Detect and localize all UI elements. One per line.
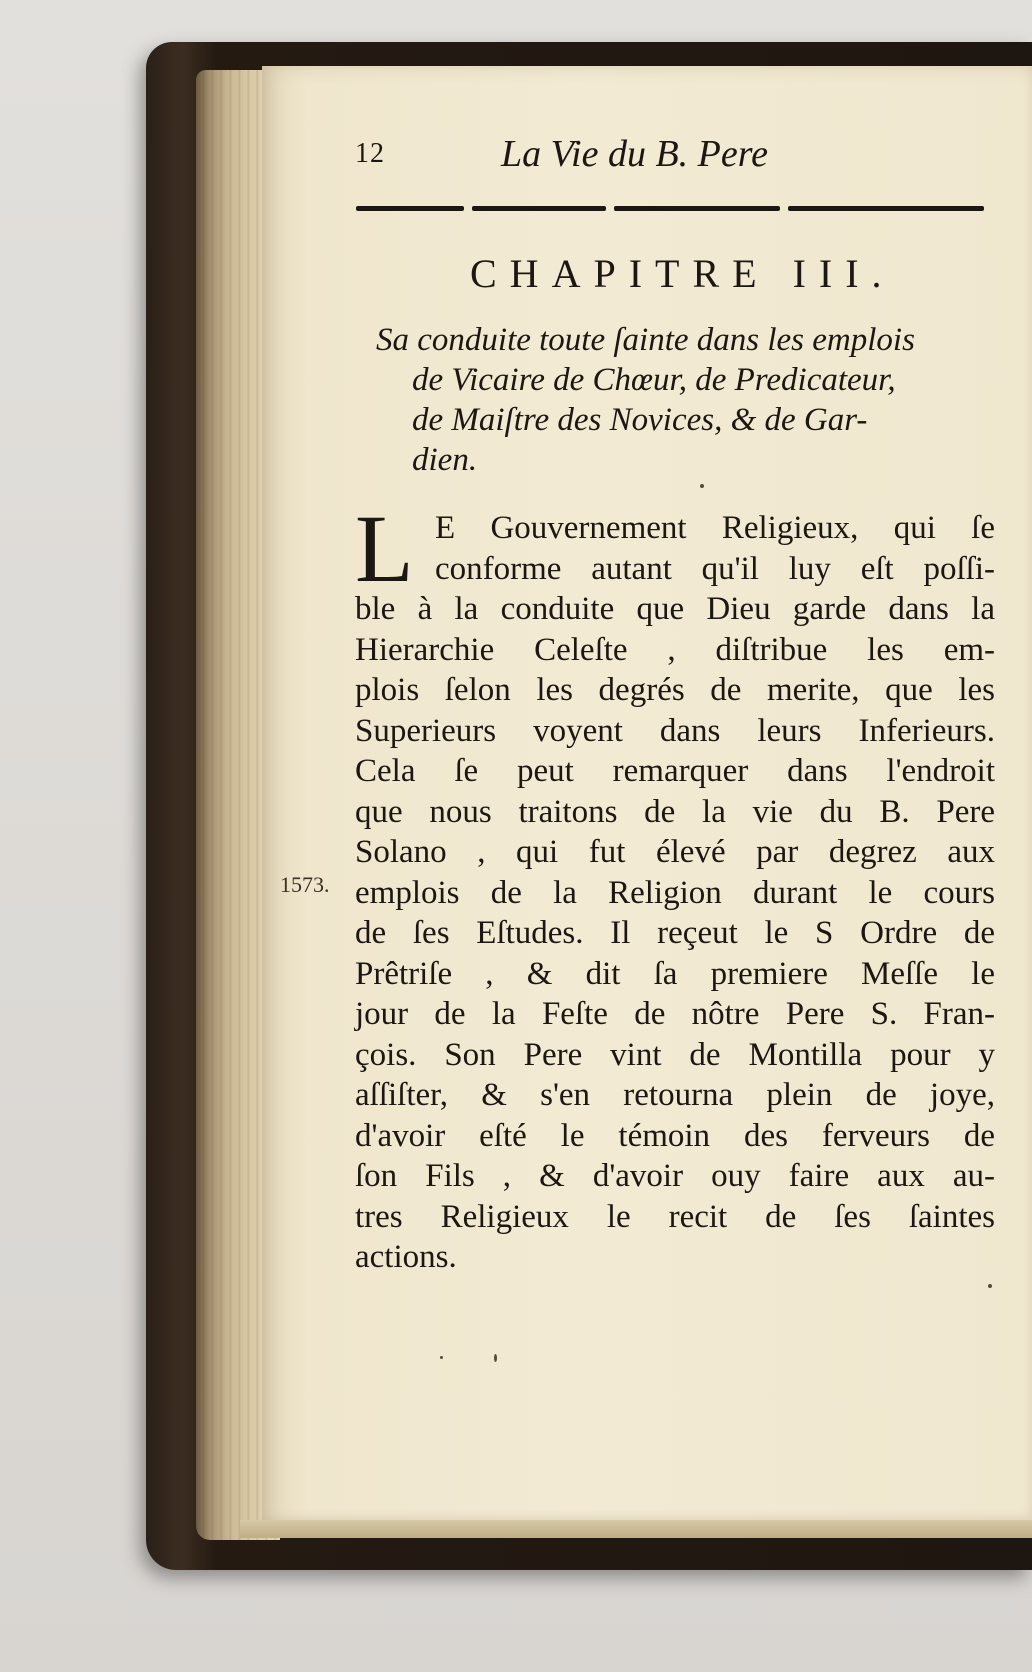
page-number: 12 <box>355 138 385 169</box>
margin-note-year: 1573. <box>280 872 330 897</box>
rule-segment <box>472 206 606 211</box>
running-title: La Vie du B. Pere <box>501 133 768 175</box>
summary-line: dien. <box>412 442 478 478</box>
body-line: que nous traitons de la vie du B. Pere <box>355 793 995 830</box>
body-line: conforme autant qu'il luy eſt poſſi- <box>435 550 995 587</box>
chapter-summary <box>376 320 996 480</box>
body-line: jour de la Feſte de nôtre Pere S. Fran- <box>355 996 995 1032</box>
page-bottom-edge <box>240 1520 1032 1538</box>
body-text <box>355 495 995 1278</box>
body-line: E Gouvernement Religieux, qui ſe <box>435 510 995 546</box>
body-line: Superieurs voyent dans leurs Inferieurs. <box>355 712 995 749</box>
body-line: d'avoir eſté le témoin des ferveurs de <box>355 1117 995 1154</box>
body-line: emplois de la Religion durant le cours <box>355 874 995 911</box>
body-line: Hierarchie Celeſte , diſtribue les em- <box>355 631 995 668</box>
summary-line: de Maiſtre des Novices, & de Gar- <box>412 402 868 438</box>
body-line: aſſiſter, & s'en retourna plein de joye, <box>355 1077 995 1113</box>
paper-speck <box>988 1284 992 1288</box>
header-rule <box>356 204 984 214</box>
rule-segment <box>614 206 780 211</box>
drop-cap: L <box>355 495 414 602</box>
rule-segment <box>356 206 464 211</box>
body-line: ſon Fils , & d'avoir ouy faire aux au- <box>355 1158 995 1194</box>
chapter-heading: CHAPITRE III. <box>470 251 895 296</box>
body-line: Cela ſe peut remarquer dans l'endroit <box>355 753 995 789</box>
paper-speck <box>440 1356 443 1359</box>
body-line: tres Religieux le recit de ſes ſaintes <box>355 1198 995 1235</box>
running-head <box>355 128 815 178</box>
body-line: Prêtriſe , & dit ſa premiere Meſſe le <box>355 955 995 992</box>
summary-line: Sa conduite toute ſainte dans les emplois <box>376 322 915 358</box>
summary-line: de Vicaire de Chœur, de Predicateur, <box>412 362 896 398</box>
body-line: ble à la conduite que Dieu garde dans la <box>355 591 995 627</box>
body-line: de ſes Eſtudes. Il reçeut le S Ordre de <box>355 915 995 951</box>
rule-segment <box>788 206 984 211</box>
body-line: Solano , qui fut élevé par degrez aux <box>355 834 995 870</box>
body-line: çois. Son Pere vint de Montilla pour y <box>355 1036 995 1073</box>
body-line: actions. <box>355 1239 457 1275</box>
body-line: plois ſelon les degrés de merite, que les <box>355 672 995 708</box>
paper-speck <box>700 484 704 488</box>
paper-speck <box>494 1354 497 1362</box>
